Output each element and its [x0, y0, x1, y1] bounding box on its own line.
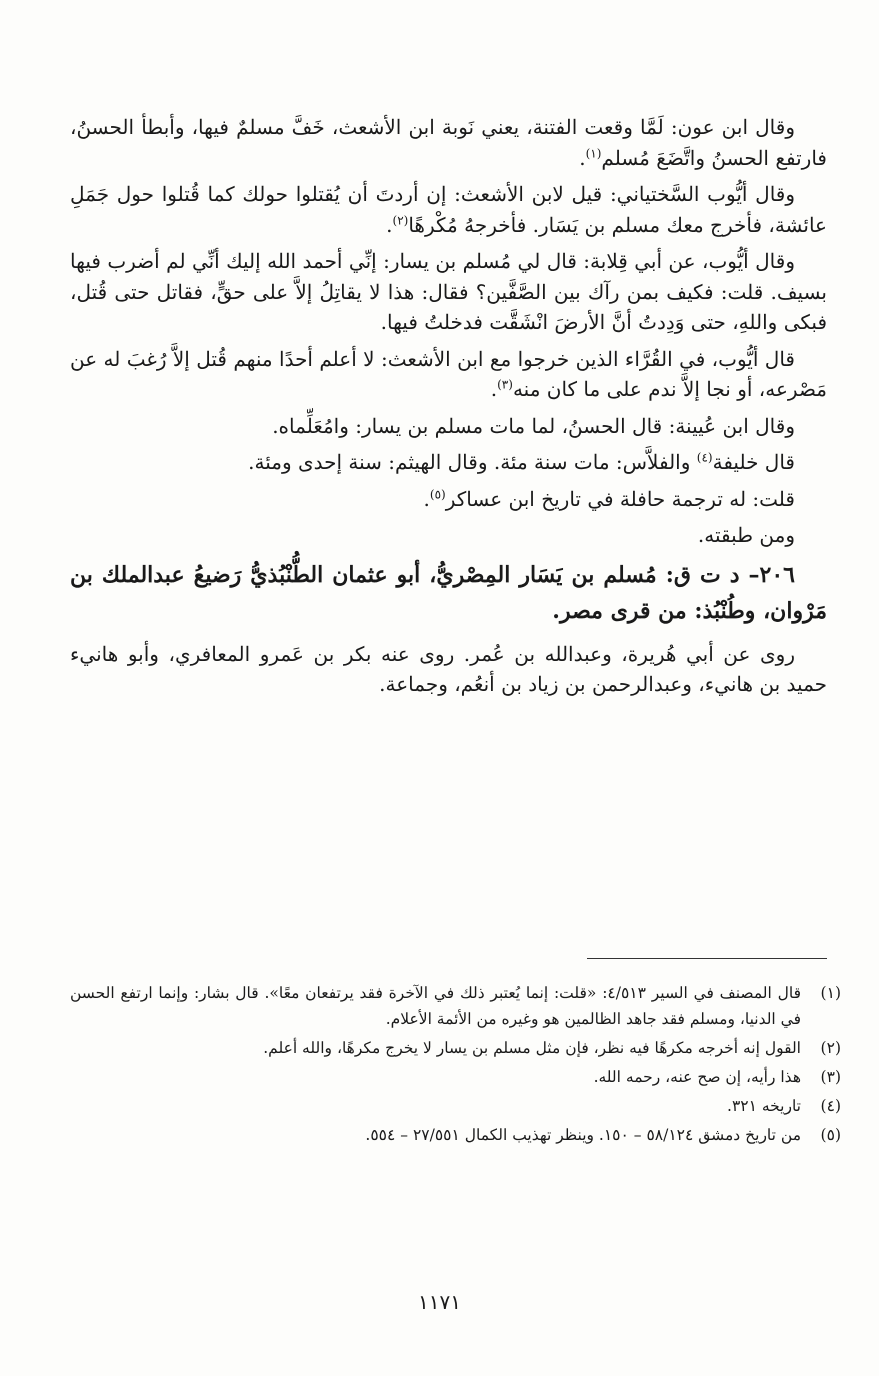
- paragraph-ayyub-qurra: قال أيُّوب، في القُرَّاء الذين خرجوا مع ابن الأشعث: لا أعلم أحدًا منهم قُتل إلاَّ رُغبَ له عن مَصْرعه، أو نجا إلاَّ ندم على ما كان منه$^{(٣)}$.: [70, 346, 827, 401]
- footnotes-section: [70, 980, 841, 1151]
- footnote-4: [70, 1093, 841, 1119]
- paragraph-ibn-awn: وقال ابن عون: لَمَّا وقعت الفتنة، يعني نَوبة ابن الأشعث، خَفَّ مسلمٌ فيها، وأبطأ الحسنُ، فارتفع الحسنُ واتَّضَعَ مُسلم$^{(١)}$.: [70, 115, 827, 170]
- footnote-ref-2[interactable]: (٢): [392, 212, 409, 227]
- footnote-number: (٢): [820, 1039, 841, 1057]
- footnote-text: من تاريخ دمشق ٥٨/١٢٤ – ١٥٠. وينظر تهذيب الكمال ٢٧/٥٥١ – ٥٥٤.: [365, 1126, 801, 1144]
- paragraph-min-tabaqatih: ومن طبقته.: [697, 523, 795, 547]
- paragraph-ibn-asakir: قلت: له ترجمة حافلة في تاريخ ابن عساكر$^{(٥)}$.: [423, 486, 795, 511]
- paragraph-abu-qilaba: وقال أيُّوب، عن أبي قِلابة: قال لي مُسلم بن يسار: إنِّي أحمد الله إليك أنِّي لم أضرب فيها بسيف. قلت: فكيف بمن رآك بين الصَّفَّين؟ فقال: هذا لا يقاتِلُ إلاَّ على حقٍّ، فقاتل حتى قُتل، فبكى واللهِ، حتى وَدِدتُ أنَّ الأرضَ انْشَقَّت فدخلتُ فيها.: [70, 249, 827, 334]
- footnote-number: (٣): [820, 1068, 841, 1086]
- footnote-number: (١): [820, 984, 841, 1002]
- footnote-number: (٥): [820, 1126, 841, 1144]
- entry-heading: [70, 557, 827, 629]
- page-number: ١١٧١: [418, 1290, 461, 1314]
- footnote-5: [70, 1122, 841, 1148]
- footnote-ref-3[interactable]: (٣): [497, 377, 513, 392]
- footnote-ref-4[interactable]: (٤): [696, 450, 713, 465]
- entry-body: روى عن أبي هُريرة، وعبدالله بن عُمر. روى عنه بكر بن عَمرو المعافري، وأبو هانيء حميد بن هانيء، وعبدالرحمن بن زياد بن أنعُم، وجماعة.: [70, 641, 827, 696]
- main-text: [70, 112, 827, 706]
- entry-title: – د ت ق: مُسلم بن يَسَار المِصْريُّ، أبو عثمان الطُّنْبُذيُّ رَضيعُ عبدالملك بن مَرْوان، وطُنْبُذ: من قرى مصر.: [70, 561, 827, 624]
- footnote-1: [70, 980, 841, 1032]
- footnote-ref-1[interactable]: (١): [585, 145, 602, 160]
- paragraph-ayyub-1: وقال أيُّوب السَّختياني: قيل لابن الأشعث: إن أردتَ أن يُقتلوا حولك كما قُتلوا حول جَمَلِ عائشة، فأخرج معك مسلم بن يَسَار. فأخرجهُ مُكْرهًا$^{(٢)}$.: [70, 182, 827, 237]
- footnote-ref-5[interactable]: (٥): [429, 486, 446, 501]
- footnote-text: تاريخه ٣٢١.: [727, 1097, 801, 1115]
- footnote-text: هذا رأيه، إن صح عنه، رحمه الله.: [593, 1068, 801, 1086]
- footnote-3: [70, 1064, 841, 1090]
- footnote-divider: [587, 958, 827, 959]
- entry-number: ٢٠٦: [759, 561, 795, 588]
- footnote-2: [70, 1035, 841, 1061]
- footnote-number: (٤): [820, 1097, 841, 1115]
- footnote-text: القول إنه أخرجه مكرهًا فيه نظر، فإن مثل مسلم بن يسار لا يخرج مكرهًا، والله أعلم.: [263, 1039, 801, 1057]
- paragraph-khalifa: قال خليفة$^{(٤)}$ والفلاَّس: مات سنة مئة. وقال الهيثم: سنة إحدى ومئة.: [248, 450, 795, 474]
- footnote-text: قال المصنف في السير ٤/٥١٣: «قلت: إنما يُعتبر ذلك في الآخرة فقد يرتفعان معًا». قال بشار: وإنما ارتفع الحسن في الدنيا، ومسلم فقد جاهد الظالمين هو وغيره من الأئمة الأعلام.: [70, 984, 801, 1028]
- paragraph-ibn-uyayna: وقال ابن عُيينة: قال الحسنُ، لما مات مسلم بن يسار: وامُعَلِّماه.: [272, 413, 795, 438]
